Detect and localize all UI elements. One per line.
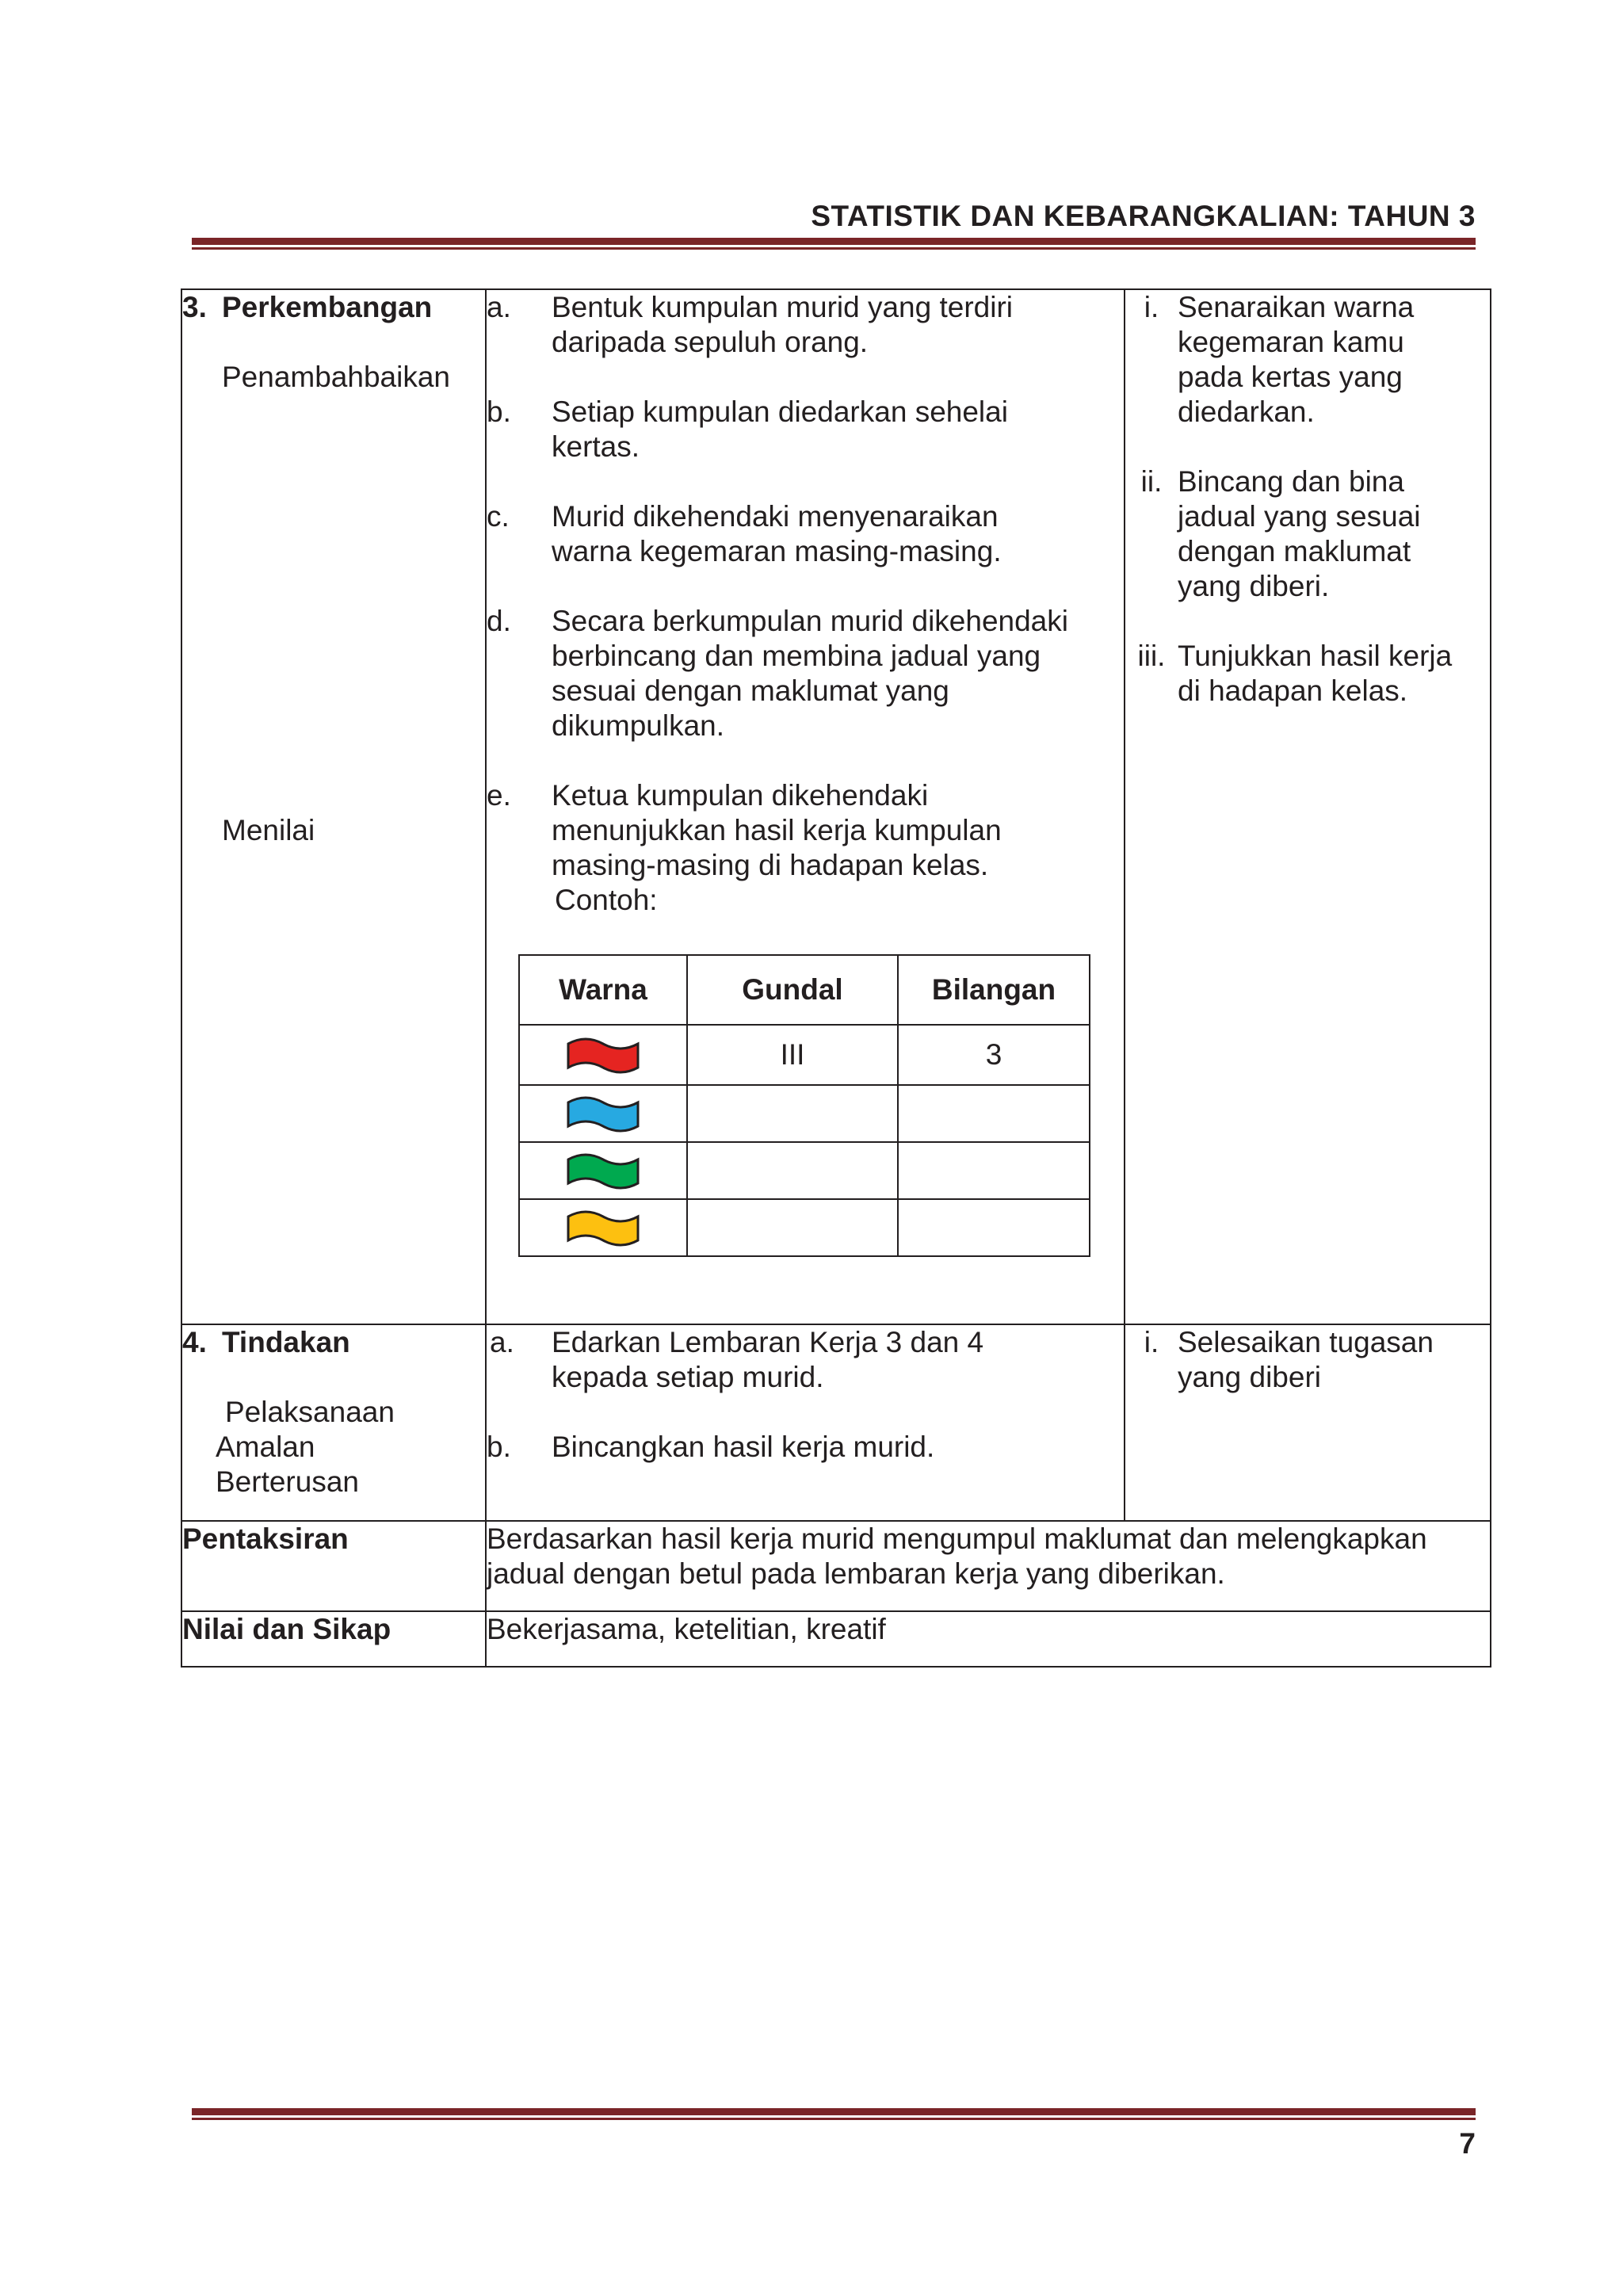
step-text-line: berbincang dan membina jadual yang bbox=[552, 640, 1041, 672]
activity-text-line: Bincang dan bina bbox=[1178, 465, 1404, 498]
activity-text-line: di hadapan kelas. bbox=[1178, 674, 1408, 707]
step-text-line: menunjukkan hasil kerja kumpulan bbox=[552, 814, 1002, 846]
pupil-activity-item bbox=[1125, 639, 1490, 709]
activity-text-line: diedarkan. bbox=[1178, 395, 1315, 428]
tally-cell bbox=[687, 1199, 898, 1256]
activity-text-line: yang diberi bbox=[1178, 1361, 1322, 1393]
step-text-line: Secara berkumpulan murid dikehendaki bbox=[552, 605, 1068, 637]
tally-cell bbox=[687, 1085, 898, 1142]
step-item bbox=[487, 778, 1124, 883]
tally-row bbox=[519, 1085, 1090, 1142]
step-item bbox=[487, 604, 1124, 743]
activity-marker: iii. bbox=[1137, 640, 1166, 672]
example-label: Contoh: bbox=[555, 884, 658, 916]
step-marker: c. bbox=[487, 500, 510, 533]
stage-4-number: 4. bbox=[182, 1326, 207, 1358]
tally-row bbox=[519, 1199, 1090, 1256]
tally-row bbox=[519, 1142, 1090, 1199]
tally-table bbox=[518, 954, 1090, 1257]
step-marker: a. bbox=[487, 291, 511, 323]
step-text-line: kertas. bbox=[552, 430, 640, 463]
step-text-line: Bincangkan hasil kerja murid. bbox=[552, 1431, 935, 1463]
assessment-text-line: Berdasarkan hasil kerja murid mengumpul maklumat dan melengkapkan bbox=[487, 1522, 1427, 1555]
step-item bbox=[487, 1325, 1124, 1395]
step-marker: b. bbox=[487, 1431, 511, 1463]
stage-4-sub-line: Berterusan bbox=[216, 1465, 359, 1498]
activity-text-line: pada kertas yang bbox=[1178, 361, 1403, 393]
stage-3-title: Perkembangan bbox=[222, 291, 433, 323]
step-text-line: Edarkan Lembaran Kerja 3 dan 4 bbox=[552, 1326, 984, 1358]
stage-3-row bbox=[181, 289, 1491, 1324]
pupil-activity-item bbox=[1125, 290, 1490, 430]
step-text-line: Murid dikehendaki menyenaraikan bbox=[552, 500, 999, 533]
stage-3-label-cell bbox=[181, 289, 486, 1324]
stage-3-heading bbox=[182, 290, 485, 325]
stage-4-title: Tindakan bbox=[222, 1326, 350, 1358]
yellow-flag-icon bbox=[565, 1209, 641, 1247]
assessment-text-cell bbox=[486, 1521, 1491, 1611]
tally-cell: III bbox=[687, 1025, 898, 1085]
step-item bbox=[487, 499, 1124, 569]
assessment-label-cell bbox=[181, 1521, 486, 1611]
step-text-line: Bentuk kumpulan murid yang terdiri bbox=[552, 291, 1014, 323]
step-item bbox=[487, 395, 1124, 464]
activity-text-line: Selesaikan tugasan bbox=[1178, 1326, 1434, 1358]
tally-row bbox=[519, 1025, 1090, 1085]
stage-3-pupil-cell bbox=[1125, 289, 1491, 1324]
values-text: Bekerjasama, ketelitian, kreatif bbox=[487, 1613, 886, 1645]
activity-marker: ii. bbox=[1140, 465, 1163, 498]
values-text-cell bbox=[486, 1611, 1491, 1667]
stage-4-pupil-cell bbox=[1125, 1324, 1491, 1521]
values-label-cell bbox=[181, 1611, 486, 1667]
count-cell: 3 bbox=[898, 1025, 1090, 1085]
footer-rule bbox=[192, 2108, 1476, 2120]
activity-marker: i. bbox=[1144, 1326, 1159, 1358]
stage-4-row bbox=[181, 1324, 1491, 1521]
step-marker: b. bbox=[487, 395, 511, 428]
values-label: Nilai dan Sikap bbox=[182, 1613, 391, 1645]
header-rule bbox=[192, 238, 1476, 250]
green-flag-icon bbox=[565, 1152, 641, 1190]
step-item bbox=[487, 1430, 1124, 1465]
step-text-line: Setiap kumpulan diedarkan sehelai bbox=[552, 395, 1008, 428]
step-text-line: masing-masing di hadapan kelas. bbox=[552, 849, 989, 881]
stage-4-steps-cell bbox=[486, 1324, 1125, 1521]
step-marker: e. bbox=[487, 779, 511, 812]
count-cell bbox=[898, 1085, 1090, 1142]
stage-3-sub-evaluate: Menilai bbox=[222, 814, 315, 846]
tally-header-count: Bilangan bbox=[898, 955, 1090, 1025]
stage-4-label-cell bbox=[181, 1324, 486, 1521]
count-cell bbox=[898, 1142, 1090, 1199]
activity-text-line: Senaraikan warna bbox=[1178, 291, 1415, 323]
stage-4-heading bbox=[182, 1325, 485, 1360]
activity-text-line: jadual yang sesuai bbox=[1178, 500, 1421, 533]
step-text-line: Ketua kumpulan dikehendaki bbox=[552, 779, 929, 812]
values-row bbox=[181, 1611, 1491, 1667]
stage-4-sub-line: Pelaksanaan bbox=[225, 1396, 395, 1428]
stage-3-steps-cell bbox=[486, 289, 1125, 1324]
page-number: 7 bbox=[1459, 2127, 1476, 2160]
assessment-label: Pentaksiran bbox=[182, 1522, 349, 1555]
step-text-line: dikumpulkan. bbox=[552, 709, 725, 742]
pupil-activity-item bbox=[1125, 1325, 1490, 1395]
assessment-text-line: jadual dengan betul pada lembaran kerja yang diberikan. bbox=[487, 1557, 1225, 1590]
step-item bbox=[487, 290, 1124, 360]
page-header-title: STATISTIK DAN KEBARANGKALIAN: TAHUN 3 bbox=[811, 200, 1476, 232]
activity-text-line: Tunjukkan hasil kerja bbox=[1178, 640, 1453, 672]
step-text-line: daripada sepuluh orang. bbox=[552, 326, 869, 358]
count-cell bbox=[898, 1199, 1090, 1256]
pupil-activity-item bbox=[1125, 464, 1490, 604]
step-text-line: kepada setiap murid. bbox=[552, 1361, 824, 1393]
stage-4-sub-line: Amalan bbox=[216, 1431, 315, 1463]
tally-cell bbox=[687, 1142, 898, 1199]
tally-header-tally: Gundal bbox=[687, 955, 898, 1025]
blue-flag-icon bbox=[565, 1095, 641, 1133]
stage-3-number: 3. bbox=[182, 291, 207, 323]
activity-text-line: dengan maklumat bbox=[1178, 535, 1411, 567]
step-text-line: warna kegemaran masing-masing. bbox=[552, 535, 1002, 567]
tally-header-color: Warna bbox=[519, 955, 687, 1025]
red-flag-icon bbox=[565, 1036, 641, 1074]
activity-text-line: kegemaran kamu bbox=[1178, 326, 1404, 358]
assessment-row bbox=[181, 1521, 1491, 1611]
activity-marker: i. bbox=[1144, 291, 1159, 323]
step-marker: d. bbox=[487, 605, 511, 637]
stage-3-sub-improvement: Penambahbaikan bbox=[222, 361, 450, 393]
step-text-line: sesuai dengan maklumat yang bbox=[552, 674, 949, 707]
activity-text-line: yang diberi. bbox=[1178, 570, 1330, 602]
lesson-plan-table bbox=[181, 288, 1491, 1668]
step-marker: a. bbox=[490, 1326, 514, 1358]
